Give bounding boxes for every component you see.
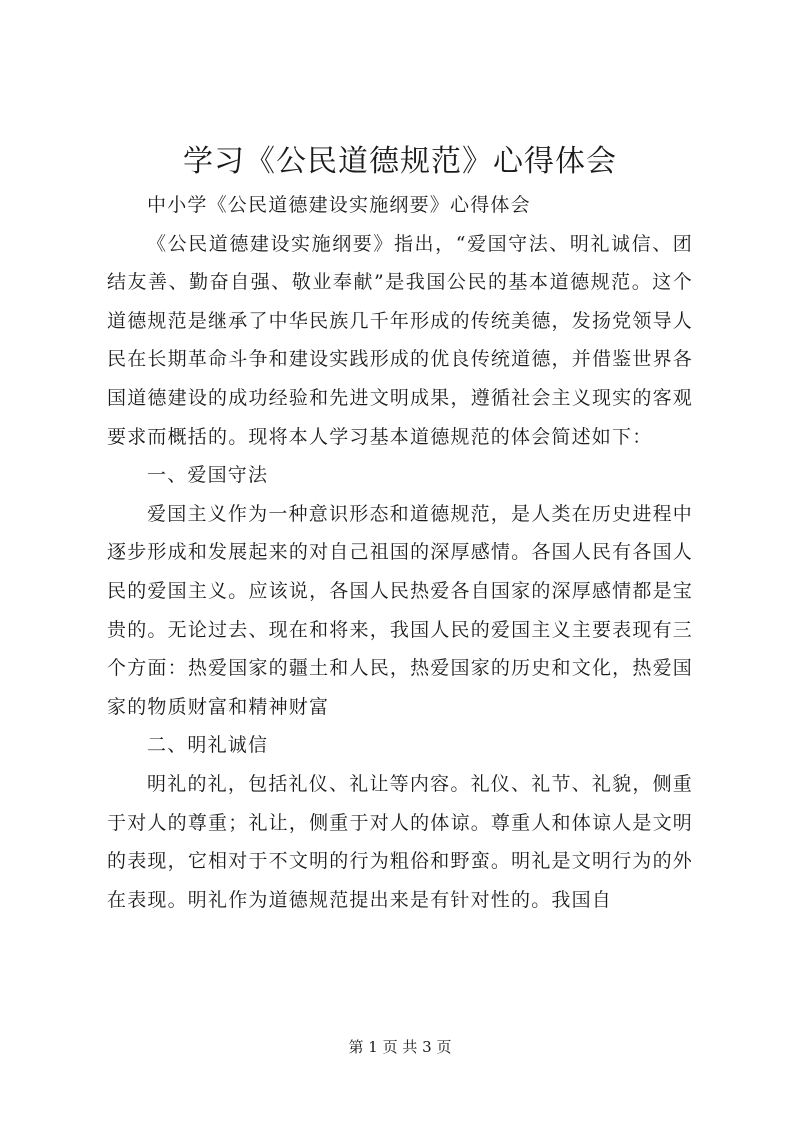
paragraph-section-2: 明礼的礼，包括礼仪、礼让等内容。礼仪、礼节、礼貌，侧重于对人的尊重；礼让，侧重于对人的体谅。尊重人和体谅人是文明的表现，它相对于不文明的行为粗俗和野蛮。明礼是文明行为的外在表现。明礼作为道德规范提出来是有针对性的。我国自 [107,772,693,911]
paragraph-intro: 《公民道德建设实施纲要》指出，“爱国守法、明礼诚信、团结友善、勤奋自强、敬业奉献”是我国公民的基本道德规范。这个道德规范是继承了中华民族几千年形成的传统美德，发扬党领导人民在长期革命斗争和建设实践形成的优良传统道德，并借鉴世界各国道德建设的成功经验和先进文明成果，遵循社会主义现实的客观要求而概括的。现将本人学习基本道德规范的体会简述如下： [107,232,693,448]
document-body [107,186,693,919]
subtitle: 中小学《公民道德建设实施纲要》心得体会 [147,194,531,216]
paragraph-section-1: 爱国主义作为一种意识形态和道德规范，是人类在历史进程中逐步形成和发展起来的对自己祖国的深厚感情。各国人民有各国人民的爱国主义。应该说，各国人民热爱各自国家的深厚感情都是宝贵的。无论过去、现在和将来，我国人民的爱国主义主要表现有三个方面：热爱国家的疆土和人民，热爱国家的历史和文化，热爱国家的物质财富和精神财富 [107,502,693,718]
section-heading-1: 一、爱国守法 [147,464,269,487]
page-footer: 第 1 页 共 3 页 [348,1038,452,1056]
section-heading-2: 二、明礼诚信 [147,734,269,757]
document-title: 学习《公民道德规范》心得体会 [183,144,617,179]
